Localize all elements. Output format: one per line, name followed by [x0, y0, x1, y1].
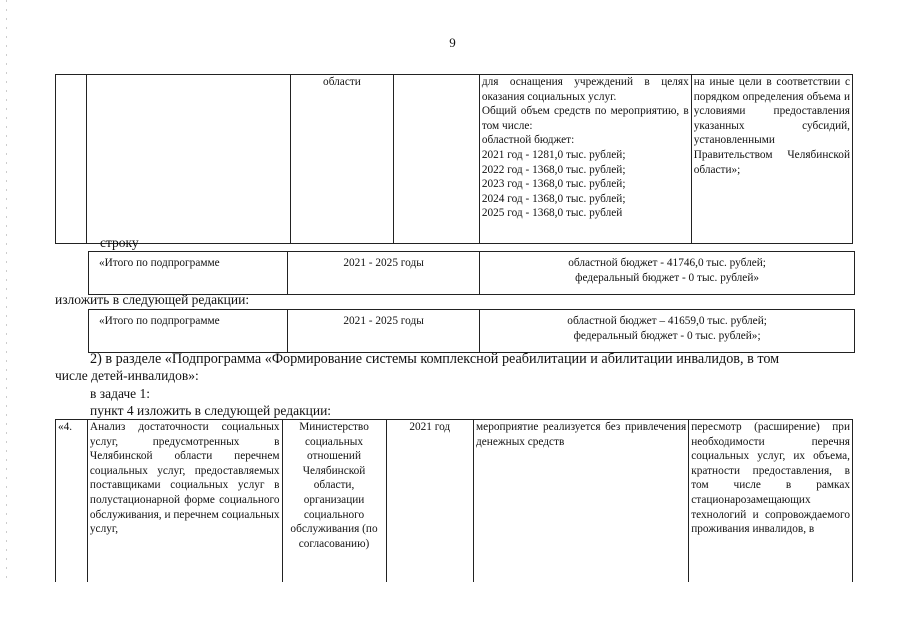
cell-total-label: «Итого по подпрограмме — [89, 252, 288, 295]
cell-period: 2021 - 2025 годы — [288, 310, 480, 353]
text-stroku: строку — [100, 235, 139, 250]
paragraph-2-line-2: числе детей-инвалидов»: — [55, 368, 199, 383]
text-izlozhit: изложить в следующей редакции: — [55, 292, 250, 307]
cell-year — [393, 75, 479, 244]
table-row — [89, 310, 855, 353]
table-row — [56, 420, 853, 591]
text-point-4: пункт 4 изложить в следующей редакции: — [90, 403, 332, 418]
table-point-4 — [55, 419, 853, 590]
cell-budget: областной бюджет - 41746,0 тыс. рублей; федеральный бюджет - 0 тыс. рублей» — [480, 252, 855, 295]
page-number: 9 — [449, 35, 456, 50]
cell-name: Анализ достаточности социальных услуг, предусмотренных в Челябинской области перечнем социальных услуг, предоставляемых поставщиками социальных услуг в полустационарной форме социального обслуживания, и перечнем социальных услуг, — [87, 420, 282, 591]
cell-num — [56, 75, 87, 244]
cell-funding: для оснащения учреждений в целях оказания социальных услуг. Общий объем средств по мероприятию, в том числе: областной бюджет: 2021 год - 1281,0 тыс. рублей; 2022 год - 1368,0 тыс. рублей; 2023 год - 1368,0 тыс. рублей; 2024 год - 1368,0 тыс. рублей; 2025 год - 1368,0 тыс. рублей — [479, 75, 691, 244]
cell-period: 2021 - 2025 годы — [288, 252, 480, 295]
cell-name — [87, 75, 291, 244]
cell-num: «4. — [56, 420, 88, 591]
page-bottom-margin — [0, 582, 905, 640]
table-continuation — [55, 74, 853, 244]
table-row-old — [88, 251, 855, 295]
cell-funding: мероприятие реализуется без привлечения денежных средств — [474, 420, 689, 591]
cell-total-label: «Итого по подпрограмме — [89, 310, 288, 353]
table-row — [56, 75, 853, 244]
table-row-new — [88, 309, 855, 353]
cell-year: 2021 год — [386, 420, 474, 591]
table-row — [89, 252, 855, 295]
text-task-1: в задаче 1: — [90, 386, 151, 401]
cell-result: пересмотр (расширение) при необходимости перечня социальных услуг, их объема, кратности предоставления, в том числе в рамках стационарозамещающих технологий и сопровождаемого проживания инвалидов, в — [689, 420, 853, 591]
cell-budget: областной бюджет – 41659,0 тыс. рублей; федеральный бюджет - 0 тыс. рублей»; — [480, 310, 855, 353]
scan-edge-marks — [6, 0, 7, 640]
cell-executor: Министерство социальных отношений Челябинской области, организации социального обслуживания (по согласованию) — [282, 420, 386, 591]
cell-result: на иные цели в соответствии с порядком определения объема и условиями предоставления указанных субсидий, установленными Правительством Челябинской области»; — [691, 75, 852, 244]
cell-executor: области — [291, 75, 393, 244]
paragraph-2-line-1: 2) в разделе «Подпрограмма «Формирование системы комплексной реабилитации и абилитации инвалидов, в том — [90, 351, 780, 367]
